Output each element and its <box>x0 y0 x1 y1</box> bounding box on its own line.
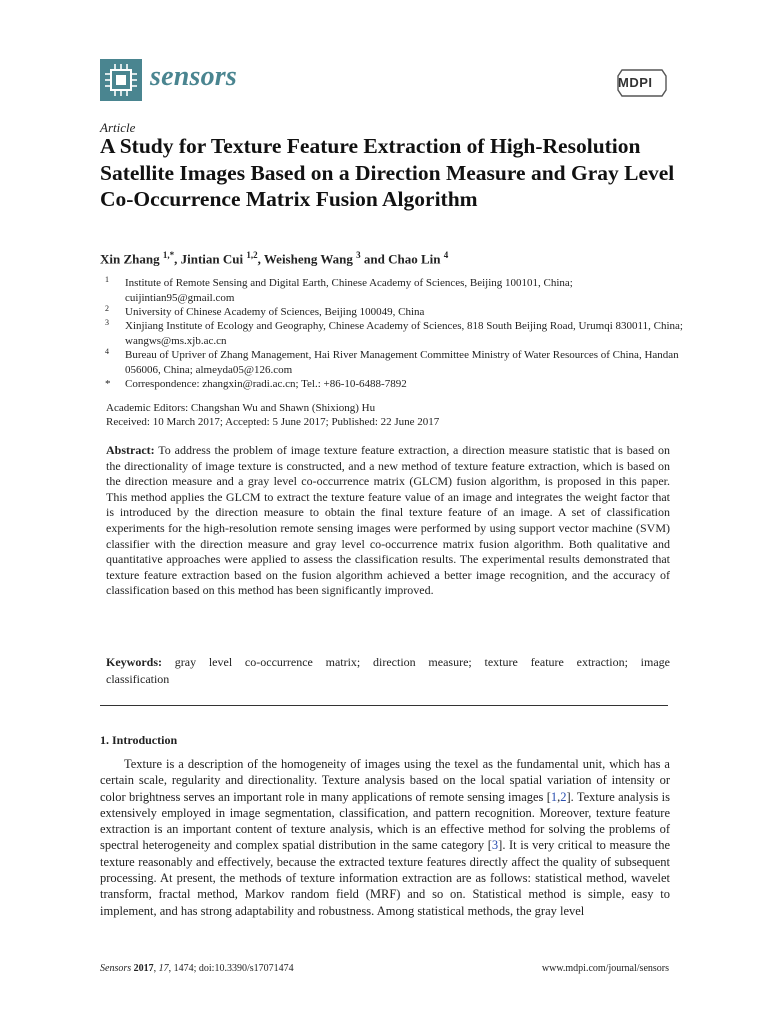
author-list <box>100 250 448 267</box>
mdpi-logo <box>614 66 670 100</box>
affiliation-number: 4 <box>105 347 109 356</box>
article-type: Article <box>100 120 136 135</box>
author-name[interactable]: Weisheng Wang <box>263 251 353 267</box>
footer-doi[interactable]: , 1474; doi:10.3390/s17071474 <box>168 963 294 974</box>
academic-editors: Academic Editors: Changshan Wu and Shawn (Shixiong) Hu <box>106 402 376 414</box>
affiliation-text: Institute of Remote Sensing and Digital Earth, Chinese Academy of Sciences, Beijing 100101, China; cuijintian95@gmail.com <box>125 277 573 304</box>
citation-link[interactable]: 1 <box>550 789 558 804</box>
intro-text: Texture is a description of the homogeneity of images using the texel as the fundamental unit, which has a certain scale, regularity and directionality. Texture analysis based on the local spatial variation of intensity or color brightness serves an important role in many applications of remote sensing images [ <box>100 757 670 804</box>
footer-journal: Sensors <box>100 963 132 974</box>
abstract-text: To address the problem of image texture feature extraction, a direction measure statistic that is based on the directionality of image texture is constructed, and a new method of texture feature extraction, which is based on the direction measure and a gray level co-occurrence matrix (GLCM) fusion algorithm, is proposed in this paper. This method applies the GLCM to extract the texture feature value of an image and integrates the weight factor that is introduced by the direction measure to obtain the final texture feature of an image. A set of classification experiments for the high-resolution remote sensing images were performed by using support vector machine (SVM) classifier with the direction measure and gray level co-occurrence matrix fusion algorithm. Both qualitative and quantitative approaches were applied to assess the classification results. The experimental results demonstrated that texture feature extraction based on the fusion algorithm achieved a better image recognition, and the accuracy of classification based on this method has been significantly improved. <box>106 443 670 598</box>
footer-year: 2017 <box>133 963 154 974</box>
section-divider <box>100 705 668 706</box>
article-title: A Study for Texture Feature Extraction of High-Resolution Satellite Images Based on a Direction Measure and Gray Level Co-Occurrence Matrix Fusion Algorithm <box>100 134 675 211</box>
author-separator: , <box>174 251 181 267</box>
mdpi-logo-text: MDPI <box>618 75 653 90</box>
author-separator: , <box>257 251 264 267</box>
author-affiliation-mark: 1,* <box>162 250 175 260</box>
affiliation-number: 1 <box>105 275 109 284</box>
author-name[interactable]: Chao Lin <box>388 251 441 267</box>
affiliation-text: Xinjiang Institute of Ecology and Geography, Chinese Academy of Sciences, 818 South Beijing Road, Urumqi 830011, China; wangws@ms.xjb.ac.cn <box>125 320 683 347</box>
footer-volume: 17 <box>158 963 169 974</box>
author-affiliation-mark: 3 <box>356 250 361 260</box>
author-affiliation-mark: 1,2 <box>246 250 258 260</box>
footer-citation: Sensors 2017, 17, 1474; doi:10.3390/s17071474 <box>100 963 294 974</box>
intro-text: ]. Texture analysis is extensively employed in image segmentation, classification, and pattern recognition. Moreover, texture feature extraction is an important content of texture analysis, which is an effective method for solving the problems of spectral heterogeneity and complex spatial distribution in the same category [ <box>100 789 670 853</box>
author-name[interactable]: Jintian Cui <box>180 251 244 267</box>
publication-dates: Received: 10 March 2017; Accepted: 5 June 2017; Published: 22 June 2017 <box>106 416 440 428</box>
footer-url[interactable]: www.mdpi.com/journal/sensors <box>541 963 669 974</box>
intro-paragraph <box>100 756 670 919</box>
citation-link[interactable]: 3 <box>491 838 499 853</box>
correspondence-text: Correspondence: zhangxin@radi.ac.cn; Tel.: +86-10-6488-7892 <box>125 378 407 390</box>
journal-logo <box>100 59 142 101</box>
keywords-text: gray level co-occurrence matrix; direction measure; texture feature extraction; image classification <box>106 655 671 686</box>
author-name[interactable]: Xin Zhang <box>100 251 160 267</box>
author-separator: and <box>360 251 389 267</box>
affiliation-number: 2 <box>105 304 109 313</box>
affiliation-number: 3 <box>105 318 109 327</box>
abstract <box>106 443 670 599</box>
journal-name: sensors <box>150 61 237 92</box>
intro-text: ]. It is very critical to measure the texture reasonably and effectively, because the extracted texture features directly affect the quality of subsequent processing. At present, the methods of texture information extraction are as follows: statistical method, wavelet transform, fractal method, Markov random field (MRF) and so on. Statistical method is simple, easy to implement, and has strong adaptability and robustness. Among statistical methods, the gray level <box>100 838 671 918</box>
affiliation-text: University of Chinese Academy of Sciences, Beijing 100049, China <box>125 306 425 318</box>
citation-link[interactable]: 2 <box>560 789 567 804</box>
abstract-label: Abstract: <box>106 443 155 457</box>
sensor-chip-icon <box>100 59 142 101</box>
keywords-label: Keywords: <box>106 655 162 669</box>
citation-separator: , <box>557 789 561 804</box>
keywords <box>106 654 670 687</box>
correspondence-mark: * <box>105 378 111 390</box>
author-affiliation-mark: 4 <box>443 250 449 260</box>
affiliation-text: Bureau of Upriver of Zhang Management, Hai River Management Committee Ministry of Water Resources of China, Handan 056006, China; almeyda05@126.com <box>125 349 679 376</box>
section-heading: 1. Introduction <box>100 733 178 747</box>
